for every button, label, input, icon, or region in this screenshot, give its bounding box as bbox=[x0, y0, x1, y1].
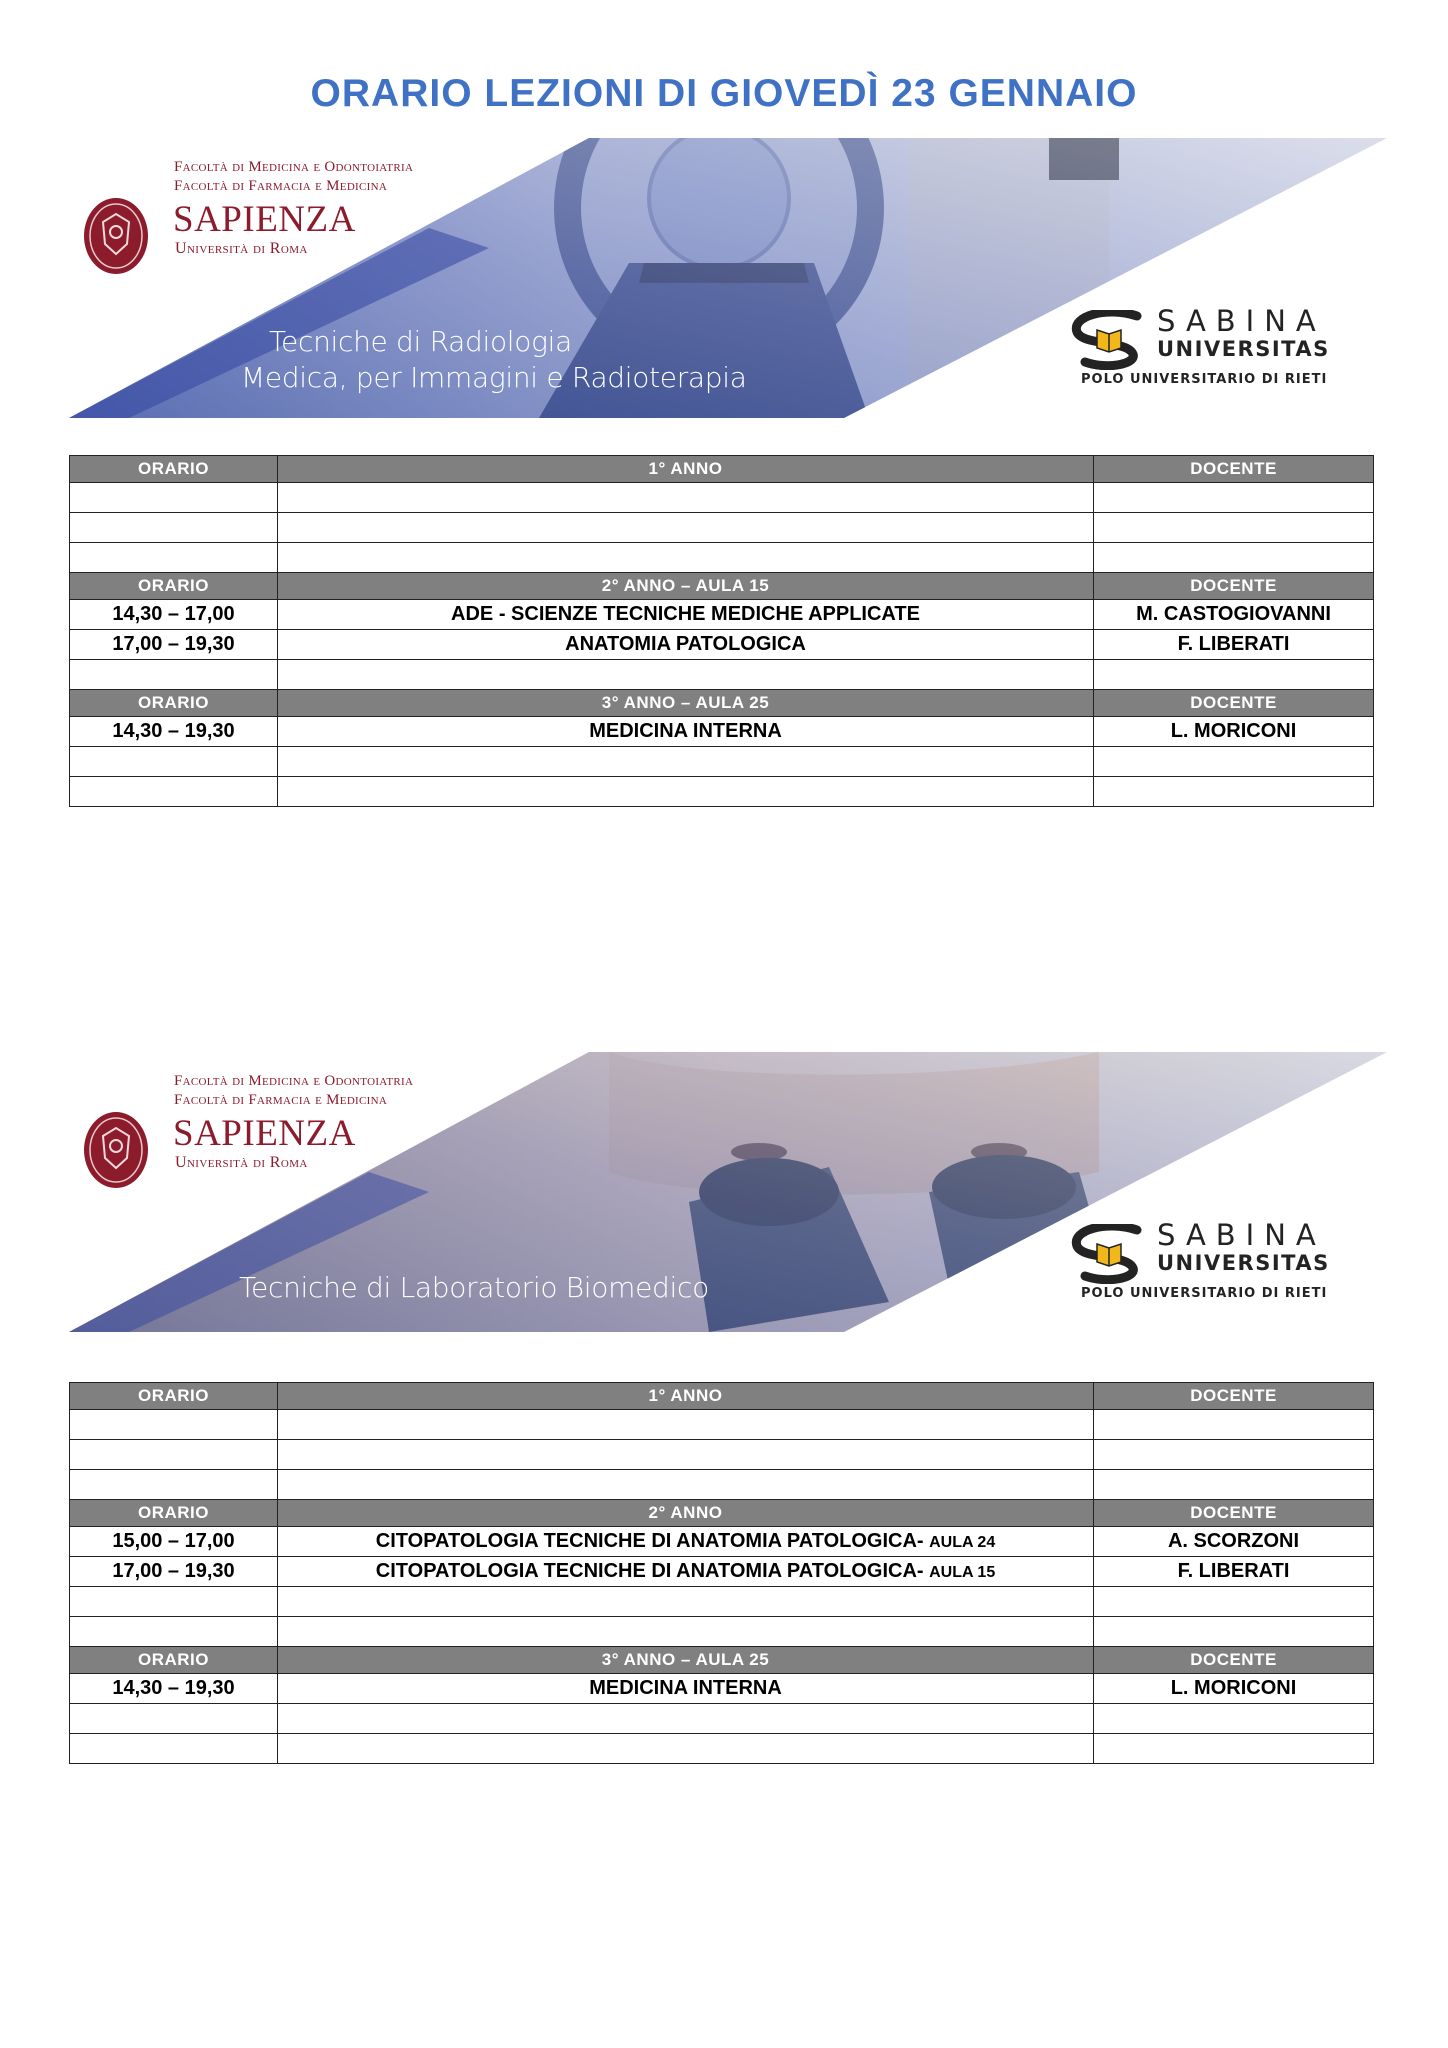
row-subject bbox=[278, 1734, 1094, 1764]
row-teacher: M. CASTOGIOVANNI bbox=[1094, 600, 1374, 630]
header-year: 3° ANNO – AULA 25 bbox=[278, 690, 1094, 717]
faculty-line-1: Facoltà di Medicina e Odontoiatria bbox=[174, 1073, 414, 1089]
row-teacher bbox=[1094, 1587, 1374, 1617]
table-header-row bbox=[70, 573, 1374, 600]
aula-label: AULA 24 bbox=[929, 1534, 996, 1551]
row-subject bbox=[278, 777, 1094, 807]
row-subject bbox=[278, 1617, 1094, 1647]
row-subject: ANATOMIA PATOLOGICA bbox=[278, 630, 1094, 660]
table-row bbox=[70, 777, 1374, 807]
row-subject bbox=[278, 543, 1094, 573]
row-subject bbox=[278, 1527, 1094, 1557]
table-header-row bbox=[70, 1647, 1374, 1674]
row-time: 14,30 – 17,00 bbox=[70, 600, 278, 630]
row-time bbox=[70, 1734, 278, 1764]
header-year: 1° ANNO bbox=[278, 1383, 1094, 1410]
header-time: ORARIO bbox=[70, 1500, 278, 1527]
row-time: 14,30 – 19,30 bbox=[70, 717, 278, 747]
table-row bbox=[70, 630, 1374, 660]
sapienza-seal-icon bbox=[83, 196, 149, 276]
header-teacher: DOCENTE bbox=[1094, 690, 1374, 717]
row-teacher bbox=[1094, 1617, 1374, 1647]
sabina-book-icon bbox=[1067, 310, 1153, 370]
header-year: 2° ANNO bbox=[278, 1500, 1094, 1527]
faculty-names bbox=[174, 158, 413, 196]
banner-radiologia bbox=[69, 138, 1387, 418]
row-subject: ADE - SCIENZE TECNICHE MEDICHE APPLICATE bbox=[278, 600, 1094, 630]
course-title-line-1: Tecniche di Laboratorio Biomedico bbox=[239, 1271, 709, 1304]
row-subject bbox=[278, 1557, 1094, 1587]
row-teacher: A. SCORZONI bbox=[1094, 1527, 1374, 1557]
faculty-line-2: Facoltà di Farmacia e Medicina bbox=[174, 1092, 388, 1108]
row-subject bbox=[278, 513, 1094, 543]
banner-laboratorio bbox=[69, 1052, 1387, 1332]
row-time bbox=[70, 747, 278, 777]
aula-label: AULA 15 bbox=[929, 1564, 996, 1581]
row-subject bbox=[278, 747, 1094, 777]
row-teacher bbox=[1094, 513, 1374, 543]
table-row bbox=[70, 1440, 1374, 1470]
row-subject bbox=[278, 660, 1094, 690]
table-row bbox=[70, 483, 1374, 513]
partner-pole: POLO UNIVERSITARIO DI RIETI bbox=[1081, 372, 1328, 387]
subject-text: CITOPATOLOGIA TECNICHE DI ANATOMIA PATOLOGICA- bbox=[375, 1560, 924, 1582]
table-row bbox=[70, 1470, 1374, 1500]
row-teacher: L. MORICONI bbox=[1094, 717, 1374, 747]
table-header-row bbox=[70, 456, 1374, 483]
row-time bbox=[70, 513, 278, 543]
row-teacher bbox=[1094, 1440, 1374, 1470]
table-row bbox=[70, 1674, 1374, 1704]
subject-text: CITOPATOLOGIA TECNICHE DI ANATOMIA PATOLOGICA- bbox=[375, 1530, 924, 1552]
table-row bbox=[70, 513, 1374, 543]
row-subject bbox=[278, 483, 1094, 513]
partner-name: SABINA bbox=[1157, 1218, 1326, 1252]
schedule-table-laboratorio bbox=[69, 1382, 1374, 1764]
table-row bbox=[70, 1587, 1374, 1617]
header-time: ORARIO bbox=[70, 456, 278, 483]
table-row bbox=[70, 660, 1374, 690]
row-time: 15,00 – 17,00 bbox=[70, 1527, 278, 1557]
table-row bbox=[70, 1704, 1374, 1734]
row-subject: MEDICINA INTERNA bbox=[278, 1674, 1094, 1704]
partner-subtitle: UNIVERSITAS bbox=[1157, 337, 1330, 361]
table-row bbox=[70, 600, 1374, 630]
row-subject bbox=[278, 1440, 1094, 1470]
header-time: ORARIO bbox=[70, 1383, 278, 1410]
table-row bbox=[70, 717, 1374, 747]
row-subject bbox=[278, 1587, 1094, 1617]
row-time bbox=[70, 1704, 278, 1734]
sabina-book-icon bbox=[1067, 1224, 1153, 1284]
header-teacher: DOCENTE bbox=[1094, 456, 1374, 483]
table-row bbox=[70, 543, 1374, 573]
row-time: 17,00 – 19,30 bbox=[70, 630, 278, 660]
row-time bbox=[70, 777, 278, 807]
sabina-universitas-logo bbox=[1067, 1218, 1367, 1314]
table-row bbox=[70, 747, 1374, 777]
header-teacher: DOCENTE bbox=[1094, 1500, 1374, 1527]
row-time bbox=[70, 660, 278, 690]
header-teacher: DOCENTE bbox=[1094, 573, 1374, 600]
row-subject bbox=[278, 1410, 1094, 1440]
row-teacher bbox=[1094, 1470, 1374, 1500]
row-teacher bbox=[1094, 543, 1374, 573]
table-row bbox=[70, 1617, 1374, 1647]
partner-pole: POLO UNIVERSITARIO DI RIETI bbox=[1081, 1286, 1328, 1301]
page-title: ORARIO LEZIONI DI GIOVEDÌ 23 GENNAIO bbox=[310, 72, 1138, 115]
row-teacher bbox=[1094, 1410, 1374, 1440]
table-header-row bbox=[70, 690, 1374, 717]
row-time: 14,30 – 19,30 bbox=[70, 1674, 278, 1704]
university-subtitle: Università di Roma bbox=[175, 1154, 308, 1171]
header-teacher: DOCENTE bbox=[1094, 1383, 1374, 1410]
row-time bbox=[70, 1470, 278, 1500]
table-header-row bbox=[70, 1383, 1374, 1410]
row-subject: MEDICINA INTERNA bbox=[278, 717, 1094, 747]
row-time bbox=[70, 483, 278, 513]
faculty-line-2: Facoltà di Farmacia e Medicina bbox=[174, 178, 388, 194]
row-teacher bbox=[1094, 1734, 1374, 1764]
header-year: 1° ANNO bbox=[278, 456, 1094, 483]
table-row bbox=[70, 1734, 1374, 1764]
row-teacher: F. LIBERATI bbox=[1094, 630, 1374, 660]
sapienza-seal-icon bbox=[83, 1110, 149, 1190]
row-time bbox=[70, 1617, 278, 1647]
row-subject bbox=[278, 1470, 1094, 1500]
row-time bbox=[70, 1587, 278, 1617]
faculty-names bbox=[174, 1072, 413, 1110]
sabina-universitas-logo bbox=[1067, 304, 1367, 400]
header-year: 2° ANNO – AULA 15 bbox=[278, 573, 1094, 600]
table-header-row bbox=[70, 1500, 1374, 1527]
partner-name: SABINA bbox=[1157, 304, 1326, 338]
row-subject bbox=[278, 1704, 1094, 1734]
row-teacher bbox=[1094, 747, 1374, 777]
table-row bbox=[70, 1557, 1374, 1587]
course-title-line-2: Medica, per Immagini e Radioterapia bbox=[241, 361, 747, 394]
row-teacher: F. LIBERATI bbox=[1094, 1557, 1374, 1587]
partner-subtitle: UNIVERSITAS bbox=[1157, 1251, 1330, 1275]
table-row bbox=[70, 1527, 1374, 1557]
header-time: ORARIO bbox=[70, 1647, 278, 1674]
header-time: ORARIO bbox=[70, 573, 278, 600]
header-teacher: DOCENTE bbox=[1094, 1647, 1374, 1674]
row-time bbox=[70, 543, 278, 573]
row-time bbox=[70, 1440, 278, 1470]
row-teacher: L. MORICONI bbox=[1094, 1674, 1374, 1704]
row-teacher bbox=[1094, 483, 1374, 513]
row-time: 17,00 – 19,30 bbox=[70, 1557, 278, 1587]
header-year: 3° ANNO – AULA 25 bbox=[278, 1647, 1094, 1674]
header-time: ORARIO bbox=[70, 690, 278, 717]
faculty-line-1: Facoltà di Medicina e Odontoiatria bbox=[174, 159, 414, 175]
university-name: SAPIENZA bbox=[173, 199, 356, 240]
university-subtitle: Università di Roma bbox=[175, 240, 308, 257]
row-teacher bbox=[1094, 777, 1374, 807]
row-teacher bbox=[1094, 1704, 1374, 1734]
row-teacher bbox=[1094, 660, 1374, 690]
course-title-line-1: Tecniche di Radiologia bbox=[269, 325, 572, 358]
university-name: SAPIENZA bbox=[173, 1113, 356, 1154]
table-row bbox=[70, 1410, 1374, 1440]
schedule-table-radiologia bbox=[69, 455, 1374, 807]
row-time bbox=[70, 1410, 278, 1440]
